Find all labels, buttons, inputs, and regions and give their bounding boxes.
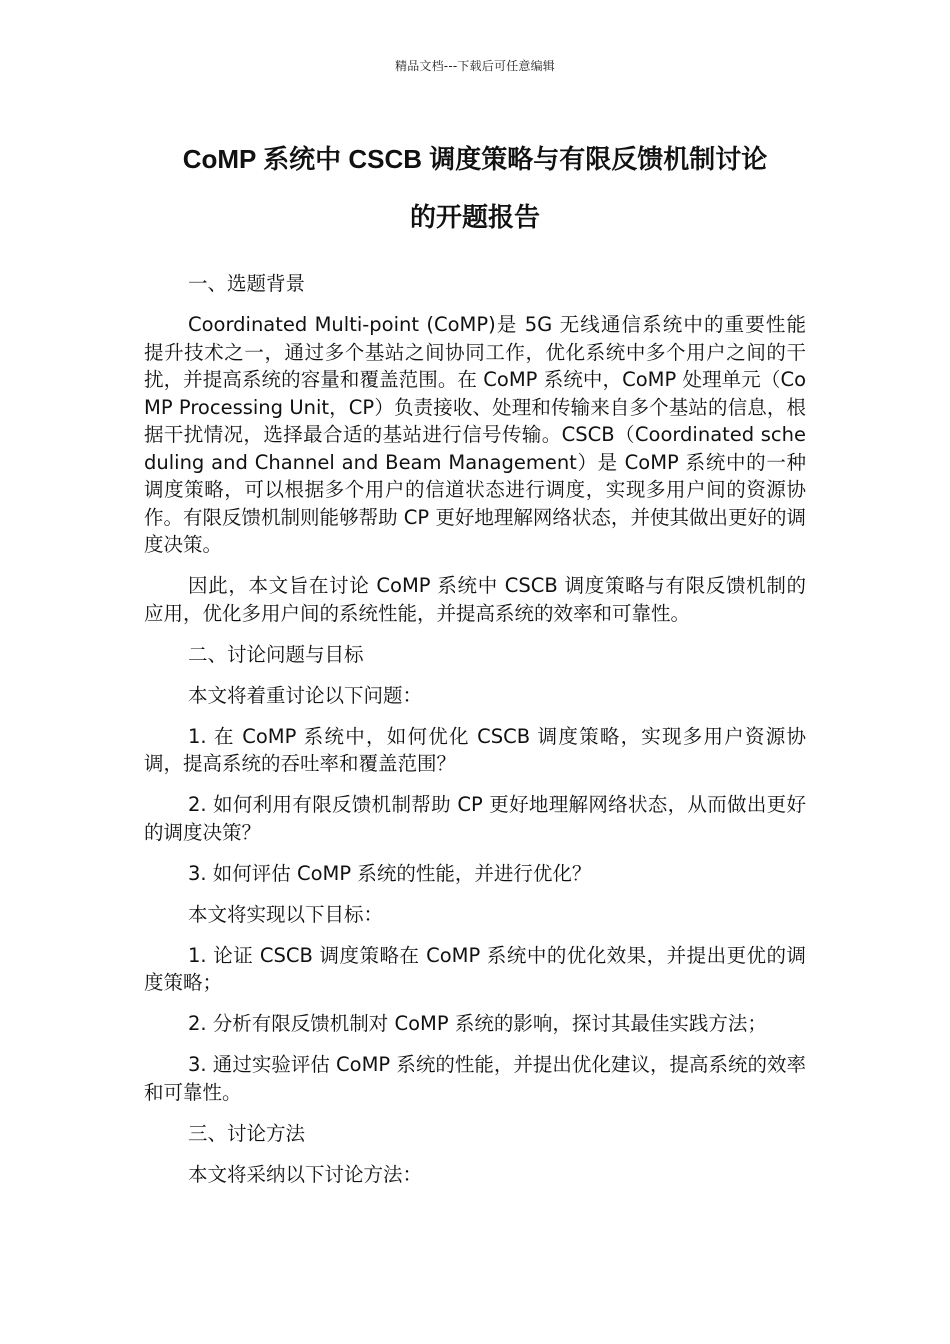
goal-2: 2. 分析有限反馈机制对 CoMP 系统的影响，探讨其最佳实践方法；: [188, 1012, 767, 1035]
paragraph-background-2: 因此，本文旨在讨论 CoMP 系统中 CSCB 调度策略与有限反馈机制的应用，优化多用户间的系统性能，并提高系统的效率和可靠性。: [144, 574, 806, 625]
section-heading-background: 一、选题背景: [188, 272, 306, 295]
goal-3: 3. 通过实验评估 CoMP 系统的性能，并提出优化建议，提高系统的效率和可靠性。: [144, 1053, 806, 1104]
question-1: 1. 在 CoMP 系统中，如何优化 CSCB 调度策略，实现多用户资源协调，提高系统的吞吐率和覆盖范围？: [144, 724, 806, 775]
paragraph-background-1: Coordinated Multi-point (CoMP)是 5G 无线通信系统中的重要性能提升技术之一，通过多个基站之间协同工作，优化系统中多个用户之间的干扰，并提高系统的容量和覆盖范围。在 CoMP 系统中，CoMP 处理单元（CoMP Processing Unit，CP）负责接收、处理和传输来自多个基站的信息，根据干扰情况，选择最合适的基站进行信号传输。CSCB（Coordinated scheduling and Channel and Beam Management）是 CoMP 系统中的一种调度策略，可以根据多个用户的信道状态进行调度，实现多用户间的资源协作。有限反馈机制则能够帮助 CP 更好地理解网络状态，并使其做出更好的调度决策。: [144, 313, 806, 556]
title-line-2: 的开题报告: [409, 202, 540, 232]
questions-intro: 本文将着重讨论以下问题：: [188, 683, 423, 707]
title-line-1: CoMP 系统中 CSCB 调度策略与有限反馈机制讨论: [182, 144, 768, 174]
document-body: [144, 270, 806, 1202]
page-header: 精品文档---下载后可任意编辑: [395, 59, 555, 73]
section-heading-questions: 二、讨论问题与目标: [188, 642, 364, 666]
methods-intro: 本文将采纳以下讨论方法：: [188, 1162, 423, 1186]
goals-intro: 本文将实现以下目标：: [188, 902, 384, 926]
section-heading-methods: 三、讨论方法: [188, 1121, 306, 1145]
goal-1: 1. 论证 CSCB 调度策略在 CoMP 系统中的优化效果，并提出更优的调度策略；: [144, 943, 806, 994]
question-2: 2. 如何利用有限反馈机制帮助 CP 更好地理解网络状态，从而做出更好的调度决策？: [144, 793, 806, 844]
document-title: [120, 130, 830, 246]
question-3: 3. 如何评估 CoMP 系统的性能，并进行优化？: [188, 861, 592, 885]
